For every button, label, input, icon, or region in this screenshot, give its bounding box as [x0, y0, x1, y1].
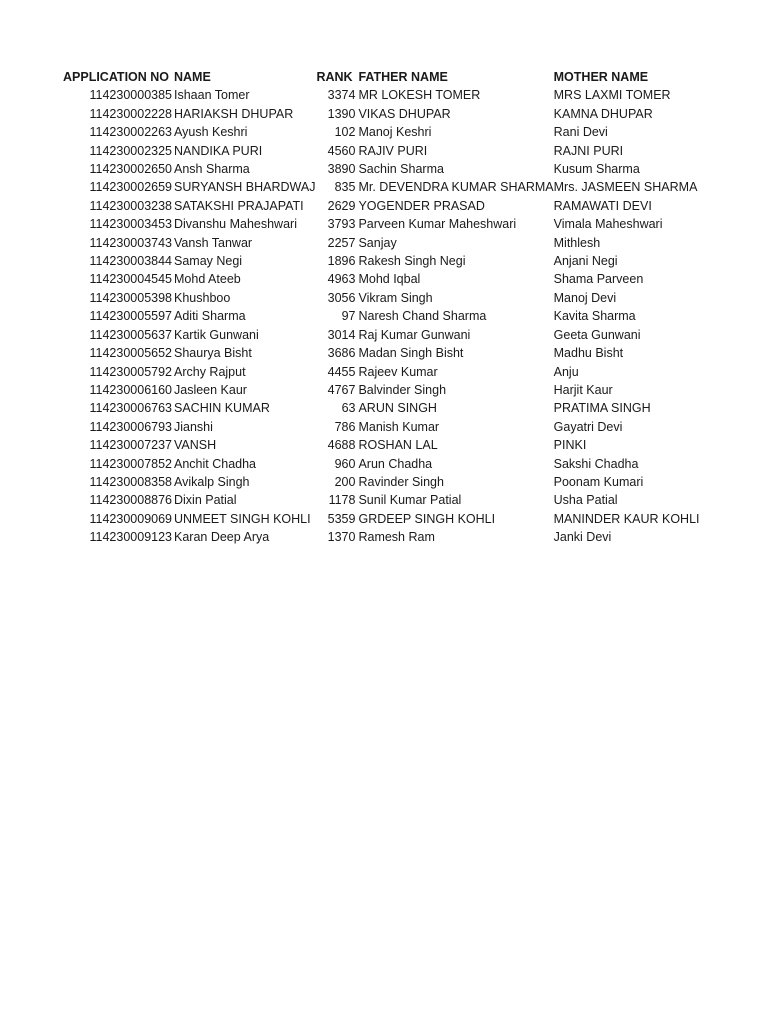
name-cell: Aditi Sharma — [174, 309, 246, 324]
mother-name-cell: PRATIMA SINGH — [553, 401, 651, 416]
application-no-cell: 114230006763 — [89, 401, 172, 416]
father-name-cell: Sanjay — [358, 235, 397, 250]
father-name-cell: YOGENDER PRASAD — [358, 198, 485, 213]
father-name-cell: RAJIV PURI — [358, 143, 428, 158]
mother-name-cell: Rani Devi — [553, 125, 608, 140]
rank-cell: 3890 — [327, 162, 356, 177]
table-row — [63, 289, 704, 307]
application-no-cell: 114230000385 — [89, 88, 172, 103]
name-cell: Kartik Gunwani — [174, 327, 259, 342]
father-name-cell: Mohd Iqbal — [358, 272, 421, 287]
table-row — [63, 436, 704, 454]
name-cell: Vansh Tanwar — [174, 235, 253, 250]
name-cell: Anchit Chadha — [174, 456, 257, 471]
rank-cell: 1370 — [327, 530, 356, 545]
name-cell: Archy Rajput — [174, 364, 246, 379]
application-no-cell: 114230007852 — [89, 456, 172, 471]
name-cell: SATAKSHI PRAJAPATI — [174, 198, 304, 213]
application-no-cell: 114230005652 — [89, 346, 172, 361]
name-cell: NANDIKA PURI — [174, 143, 263, 158]
mother-name-cell: MANINDER KAUR KOHLI — [553, 511, 700, 526]
table-row — [63, 215, 704, 233]
application-no-cell: 114230007237 — [89, 438, 172, 453]
applicant-table — [63, 68, 704, 547]
rank-cell: 3014 — [327, 327, 356, 342]
father-name-cell: ROSHAN LAL — [358, 438, 438, 453]
table-row — [63, 491, 704, 509]
father-name-cell: Raj Kumar Gunwani — [358, 327, 471, 342]
mother-name-cell: PINKI — [553, 438, 587, 453]
name-cell: Jasleen Kaur — [174, 382, 247, 397]
application-no-cell: 114230006793 — [89, 419, 172, 434]
application-no-cell: 114230003844 — [89, 254, 172, 269]
father-name-cell: Vikram Singh — [358, 290, 433, 305]
rank-cell: 97 — [341, 309, 356, 324]
mother-name-cell: Geeta Gunwani — [553, 327, 641, 342]
application-no-cell: 114230002659 — [89, 180, 172, 195]
rank-cell: 1390 — [327, 106, 356, 121]
header-name: NAME — [174, 70, 211, 84]
father-name-cell: Naresh Chand Sharma — [358, 309, 487, 324]
application-no-cell: 114230005792 — [89, 364, 172, 379]
name-cell: SACHIN KUMAR — [174, 401, 270, 416]
name-cell: Khushboo — [174, 290, 231, 305]
rank-cell: 3056 — [327, 290, 356, 305]
mother-name-cell: RAJNI PURI — [553, 143, 624, 158]
application-no-cell: 114230009069 — [89, 511, 172, 526]
application-no-cell: 114230004545 — [89, 272, 172, 287]
name-cell: Shaurya Bisht — [174, 346, 252, 361]
rank-cell: 2629 — [327, 198, 356, 213]
header-application-no: APPLICATION NO — [63, 70, 170, 84]
name-cell: VANSH — [174, 438, 217, 453]
table-row — [63, 455, 704, 473]
name-cell: Dixin Patial — [174, 493, 237, 508]
father-name-cell: Parveen Kumar Maheshwari — [358, 217, 517, 232]
name-cell: Jianshi — [174, 419, 213, 434]
table-row — [63, 178, 704, 196]
rank-cell: 4688 — [327, 438, 356, 453]
father-name-cell: Sunil Kumar Patial — [358, 493, 462, 508]
rank-cell: 4455 — [327, 364, 356, 379]
rank-cell: 786 — [334, 419, 356, 434]
name-cell: Divanshu Maheshwari — [174, 217, 297, 232]
mother-name-cell: Anjani Negi — [553, 254, 618, 269]
rank-cell: 4560 — [327, 143, 356, 158]
mother-name-cell: Mithlesh — [553, 235, 601, 250]
father-name-cell: GRDEEP SINGH KOHLI — [358, 511, 496, 526]
name-cell: UNMEET SINGH KOHLI — [174, 511, 311, 526]
application-no-cell: 114230006160 — [89, 382, 172, 397]
application-no-cell: 114230009123 — [89, 530, 172, 545]
table-row — [63, 344, 704, 362]
father-name-cell: VIKAS DHUPAR — [358, 106, 451, 121]
father-name-cell: Arun Chadha — [358, 456, 433, 471]
table-row — [63, 510, 704, 528]
table-row — [63, 86, 704, 104]
table-row — [63, 307, 704, 325]
table-body — [63, 86, 704, 546]
rank-cell: 63 — [341, 401, 356, 416]
table-row — [63, 197, 704, 215]
table-row — [63, 418, 704, 436]
application-no-cell: 114230005637 — [89, 327, 172, 342]
father-name-cell: Rakesh Singh Negi — [358, 254, 466, 269]
name-cell: Samay Negi — [174, 254, 243, 269]
table-row — [63, 234, 704, 252]
rank-cell: 835 — [334, 180, 356, 195]
mother-name-cell: Madhu Bisht — [553, 346, 624, 361]
name-cell: Avikalp Singh — [174, 474, 250, 489]
rank-cell: 5359 — [327, 511, 356, 526]
father-name-cell: Mr. DEVENDRA KUMAR SHARMA — [358, 180, 554, 195]
rank-cell: 1896 — [327, 254, 356, 269]
mother-name-cell: KAMNA DHUPAR — [553, 106, 653, 121]
mother-name-cell: Vimala Maheshwari — [553, 217, 663, 232]
mother-name-cell: Usha Patial — [553, 493, 618, 508]
father-name-cell: Balvinder Singh — [358, 382, 447, 397]
rank-cell: 960 — [334, 456, 356, 471]
mother-name-cell: Janki Devi — [553, 530, 612, 545]
table-row — [63, 270, 704, 288]
mother-name-cell: Mrs. JASMEEN SHARMA — [553, 180, 698, 195]
application-no-cell: 114230002263 — [89, 125, 172, 140]
header-row — [63, 68, 704, 86]
name-cell: SURYANSH BHARDWAJ — [174, 180, 316, 195]
spreadsheet-page — [0, 68, 768, 547]
application-no-cell: 114230003453 — [89, 217, 172, 232]
table-row — [63, 399, 704, 417]
rank-cell: 1178 — [328, 493, 356, 508]
mother-name-cell: Shama Parveen — [553, 272, 644, 287]
mother-name-cell: RAMAWATI DEVI — [553, 198, 652, 213]
application-no-cell: 114230005398 — [89, 290, 172, 305]
rank-cell: 102 — [334, 125, 356, 140]
table-row — [63, 363, 704, 381]
name-cell: Mohd Ateeb — [174, 272, 241, 287]
mother-name-cell: MRS LAXMI TOMER — [553, 88, 671, 103]
name-cell: Ayush Keshri — [174, 125, 248, 140]
table-row — [63, 105, 704, 123]
father-name-cell: Rajeev Kumar — [358, 364, 438, 379]
header-rank: RANK — [316, 70, 353, 84]
father-name-cell: Madan Singh Bisht — [358, 346, 464, 361]
rank-cell: 3793 — [327, 217, 356, 232]
father-name-cell: Ramesh Ram — [358, 530, 435, 545]
table-row — [63, 381, 704, 399]
rank-cell: 200 — [334, 474, 356, 489]
table-row — [63, 123, 704, 141]
father-name-cell: Ravinder Singh — [358, 474, 444, 489]
application-no-cell: 114230005597 — [89, 309, 172, 324]
name-cell: HARIAKSH DHUPAR — [174, 106, 294, 121]
rank-cell: 3686 — [327, 346, 356, 361]
father-name-cell: ARUN SINGH — [358, 401, 437, 416]
table-row — [63, 528, 704, 546]
header-father-name: FATHER NAME — [358, 70, 448, 84]
table-row — [63, 326, 704, 344]
mother-name-cell: Kusum Sharma — [553, 162, 640, 177]
mother-name-cell: Poonam Kumari — [553, 474, 644, 489]
name-cell: Karan Deep Arya — [174, 530, 270, 545]
application-no-cell: 114230003238 — [89, 198, 172, 213]
mother-name-cell: Anju — [553, 364, 579, 379]
application-no-cell: 114230008876 — [89, 493, 172, 508]
application-no-cell: 114230002325 — [89, 143, 172, 158]
table-row — [63, 252, 704, 270]
application-no-cell: 114230002228 — [89, 106, 172, 121]
father-name-cell: MR LOKESH TOMER — [358, 88, 481, 103]
name-cell: Ishaan Tomer — [174, 88, 250, 103]
mother-name-cell: Harjit Kaur — [553, 382, 613, 397]
rank-cell: 3374 — [327, 88, 356, 103]
table-row — [63, 142, 704, 160]
father-name-cell: Sachin Sharma — [358, 162, 444, 177]
father-name-cell: Manish Kumar — [358, 419, 440, 434]
father-name-cell: Manoj Keshri — [358, 125, 432, 140]
mother-name-cell: Sakshi Chadha — [553, 456, 639, 471]
table-row — [63, 160, 704, 178]
name-cell: Ansh Sharma — [174, 162, 250, 177]
mother-name-cell: Manoj Devi — [553, 290, 617, 305]
application-no-cell: 114230003743 — [89, 235, 172, 250]
application-no-cell: 114230002650 — [89, 162, 172, 177]
application-no-cell: 114230008358 — [89, 474, 172, 489]
header-mother-name: MOTHER NAME — [553, 70, 649, 84]
rank-cell: 4963 — [327, 272, 356, 287]
rank-cell: 4767 — [327, 382, 356, 397]
table-row — [63, 473, 704, 491]
mother-name-cell: Kavita Sharma — [553, 309, 636, 324]
rank-cell: 2257 — [327, 235, 356, 250]
mother-name-cell: Gayatri Devi — [553, 419, 623, 434]
